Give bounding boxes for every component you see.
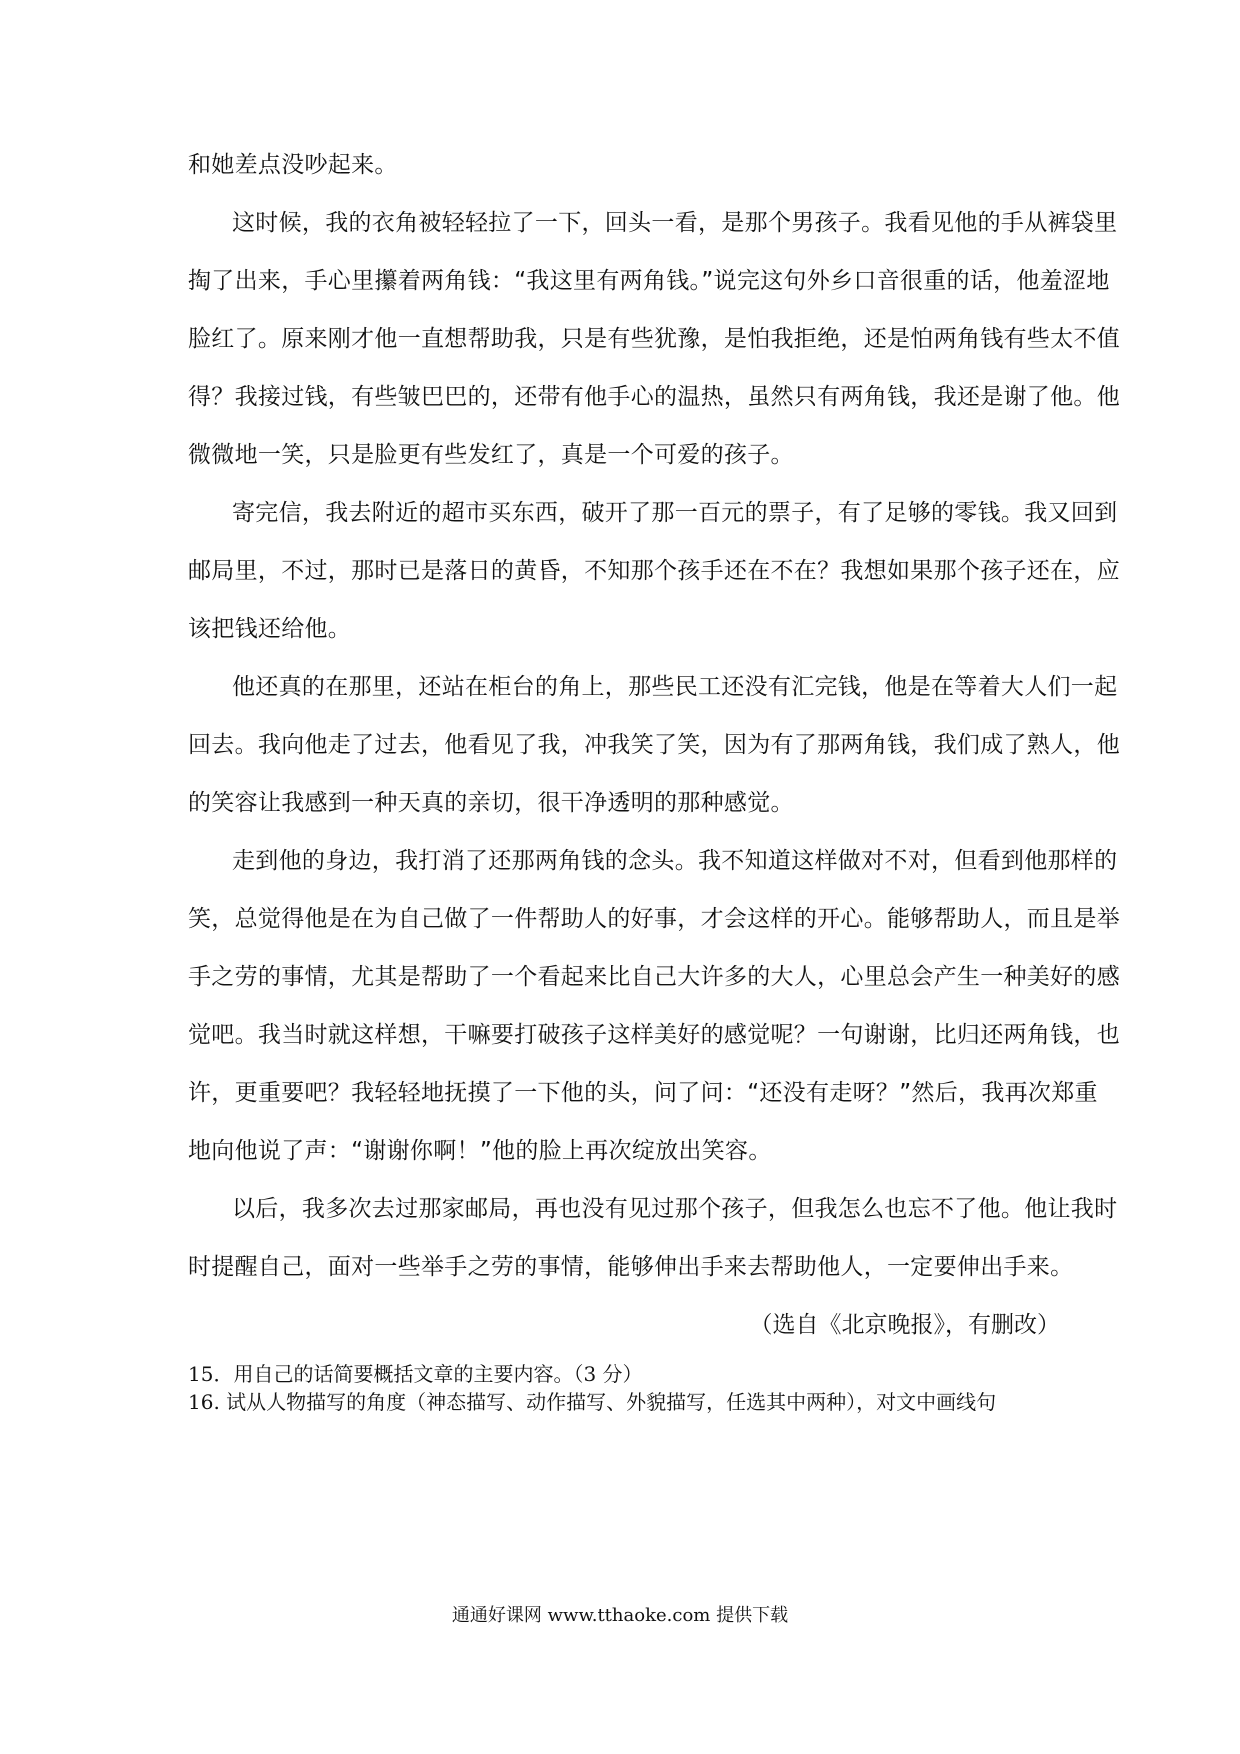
question-15: 15．用自己的话简要概括文章的主要内容。（3 分） (188, 1362, 643, 1386)
paragraph-line: 的笑容让我感到一种天真的亲切，很干净透明的那种感觉。 (188, 790, 794, 816)
paragraph-line: 脸红了。原来刚才他一直想帮助我，只是有些犹豫，是怕我拒绝，还是怕两角钱有些太不值 (188, 326, 1120, 352)
paragraph-line: 时提醒自己，面对一些举手之劳的事情，能够伸出手来去帮助他人，一定要伸出手来。 (188, 1254, 1074, 1280)
paragraph-line: 他还真的在那里，还站在柜台的角上，那些民工还没有汇完钱，他是在等着大人们一起 (232, 674, 1118, 700)
paragraph-line: 掏了出来，手心里攥着两角钱：“我这里有两角钱。”说完这句外乡口音很重的话，他羞涩地 (188, 268, 1110, 294)
paragraph-line: 该把钱还给他。 (188, 616, 352, 642)
paragraph-line: 回去。我向他走了过去，他看见了我，冲我笑了笑，因为有了那两角钱，我们成了熟人，他 (188, 732, 1120, 758)
page-footer: 通通好课网 www.tthaoke.com 提供下载 (451, 1605, 789, 1626)
paragraph-line: 这时候，我的衣角被轻轻拉了一下，回头一看，是那个男孩子。我看见他的手从裤袋里 (232, 210, 1118, 236)
article-body (188, 0, 1120, 1754)
paragraph-line: 得？我接过钱，有些皱巴巴的，还带有他手心的温热，虽然只有两角钱，我还是谢了他。他 (188, 384, 1120, 410)
paragraph-line: 微微地一笑，只是脸更有些发红了，真是一个可爱的孩子。 (188, 442, 794, 468)
paragraph-line: 寄完信，我去附近的超市买东西，破开了那一百元的票子，有了足够的零钱。我又回到 (232, 500, 1118, 526)
question-16: 16. 试从人物描写的角度（神态描写、动作描写、外貌描写，任选其中两种），对文中画线句 (188, 1390, 997, 1414)
paragraph-line: 以后，我多次去过那家邮局，再也没有见过那个孩子，但我怎么也忘不了他。他让我时 (232, 1196, 1118, 1222)
paragraph-line: 地向他说了声：“谢谢你啊！”他的脸上再次绽放出笑容。 (188, 1138, 772, 1164)
paragraph-line: 觉吧。我当时就这样想，干嘛要打破孩子这样美好的感觉呢？一句谢谢，比归还两角钱，也 (188, 1022, 1120, 1048)
paragraph-line: 手之劳的事情，尤其是帮助了一个看起来比自己大许多的大人，心里总会产生一种美好的感 (188, 964, 1120, 990)
paragraph-line: 走到他的身边，我打消了还那两角钱的念头。我不知道这样做对不对，但看到他那样的 (232, 848, 1118, 874)
paragraph-line: 邮局里，不过，那时已是落日的黄昏，不知那个孩手还在不在？我想如果那个孩子还在，应 (188, 558, 1120, 584)
paragraph-line: 许，更重要吧？我轻轻地抚摸了一下他的头，问了问：“还没有走呀？”然后，我再次郑重 (188, 1080, 1098, 1106)
source-attribution: （选自《北京晚报》，有删改） (749, 1312, 1060, 1338)
paragraph-line: 和她差点没吵起来。 (188, 152, 398, 178)
paragraph-line: 笑，总觉得他是在为自己做了一件帮助人的好事，才会这样的开心。能够帮助人，而且是举 (188, 906, 1120, 932)
